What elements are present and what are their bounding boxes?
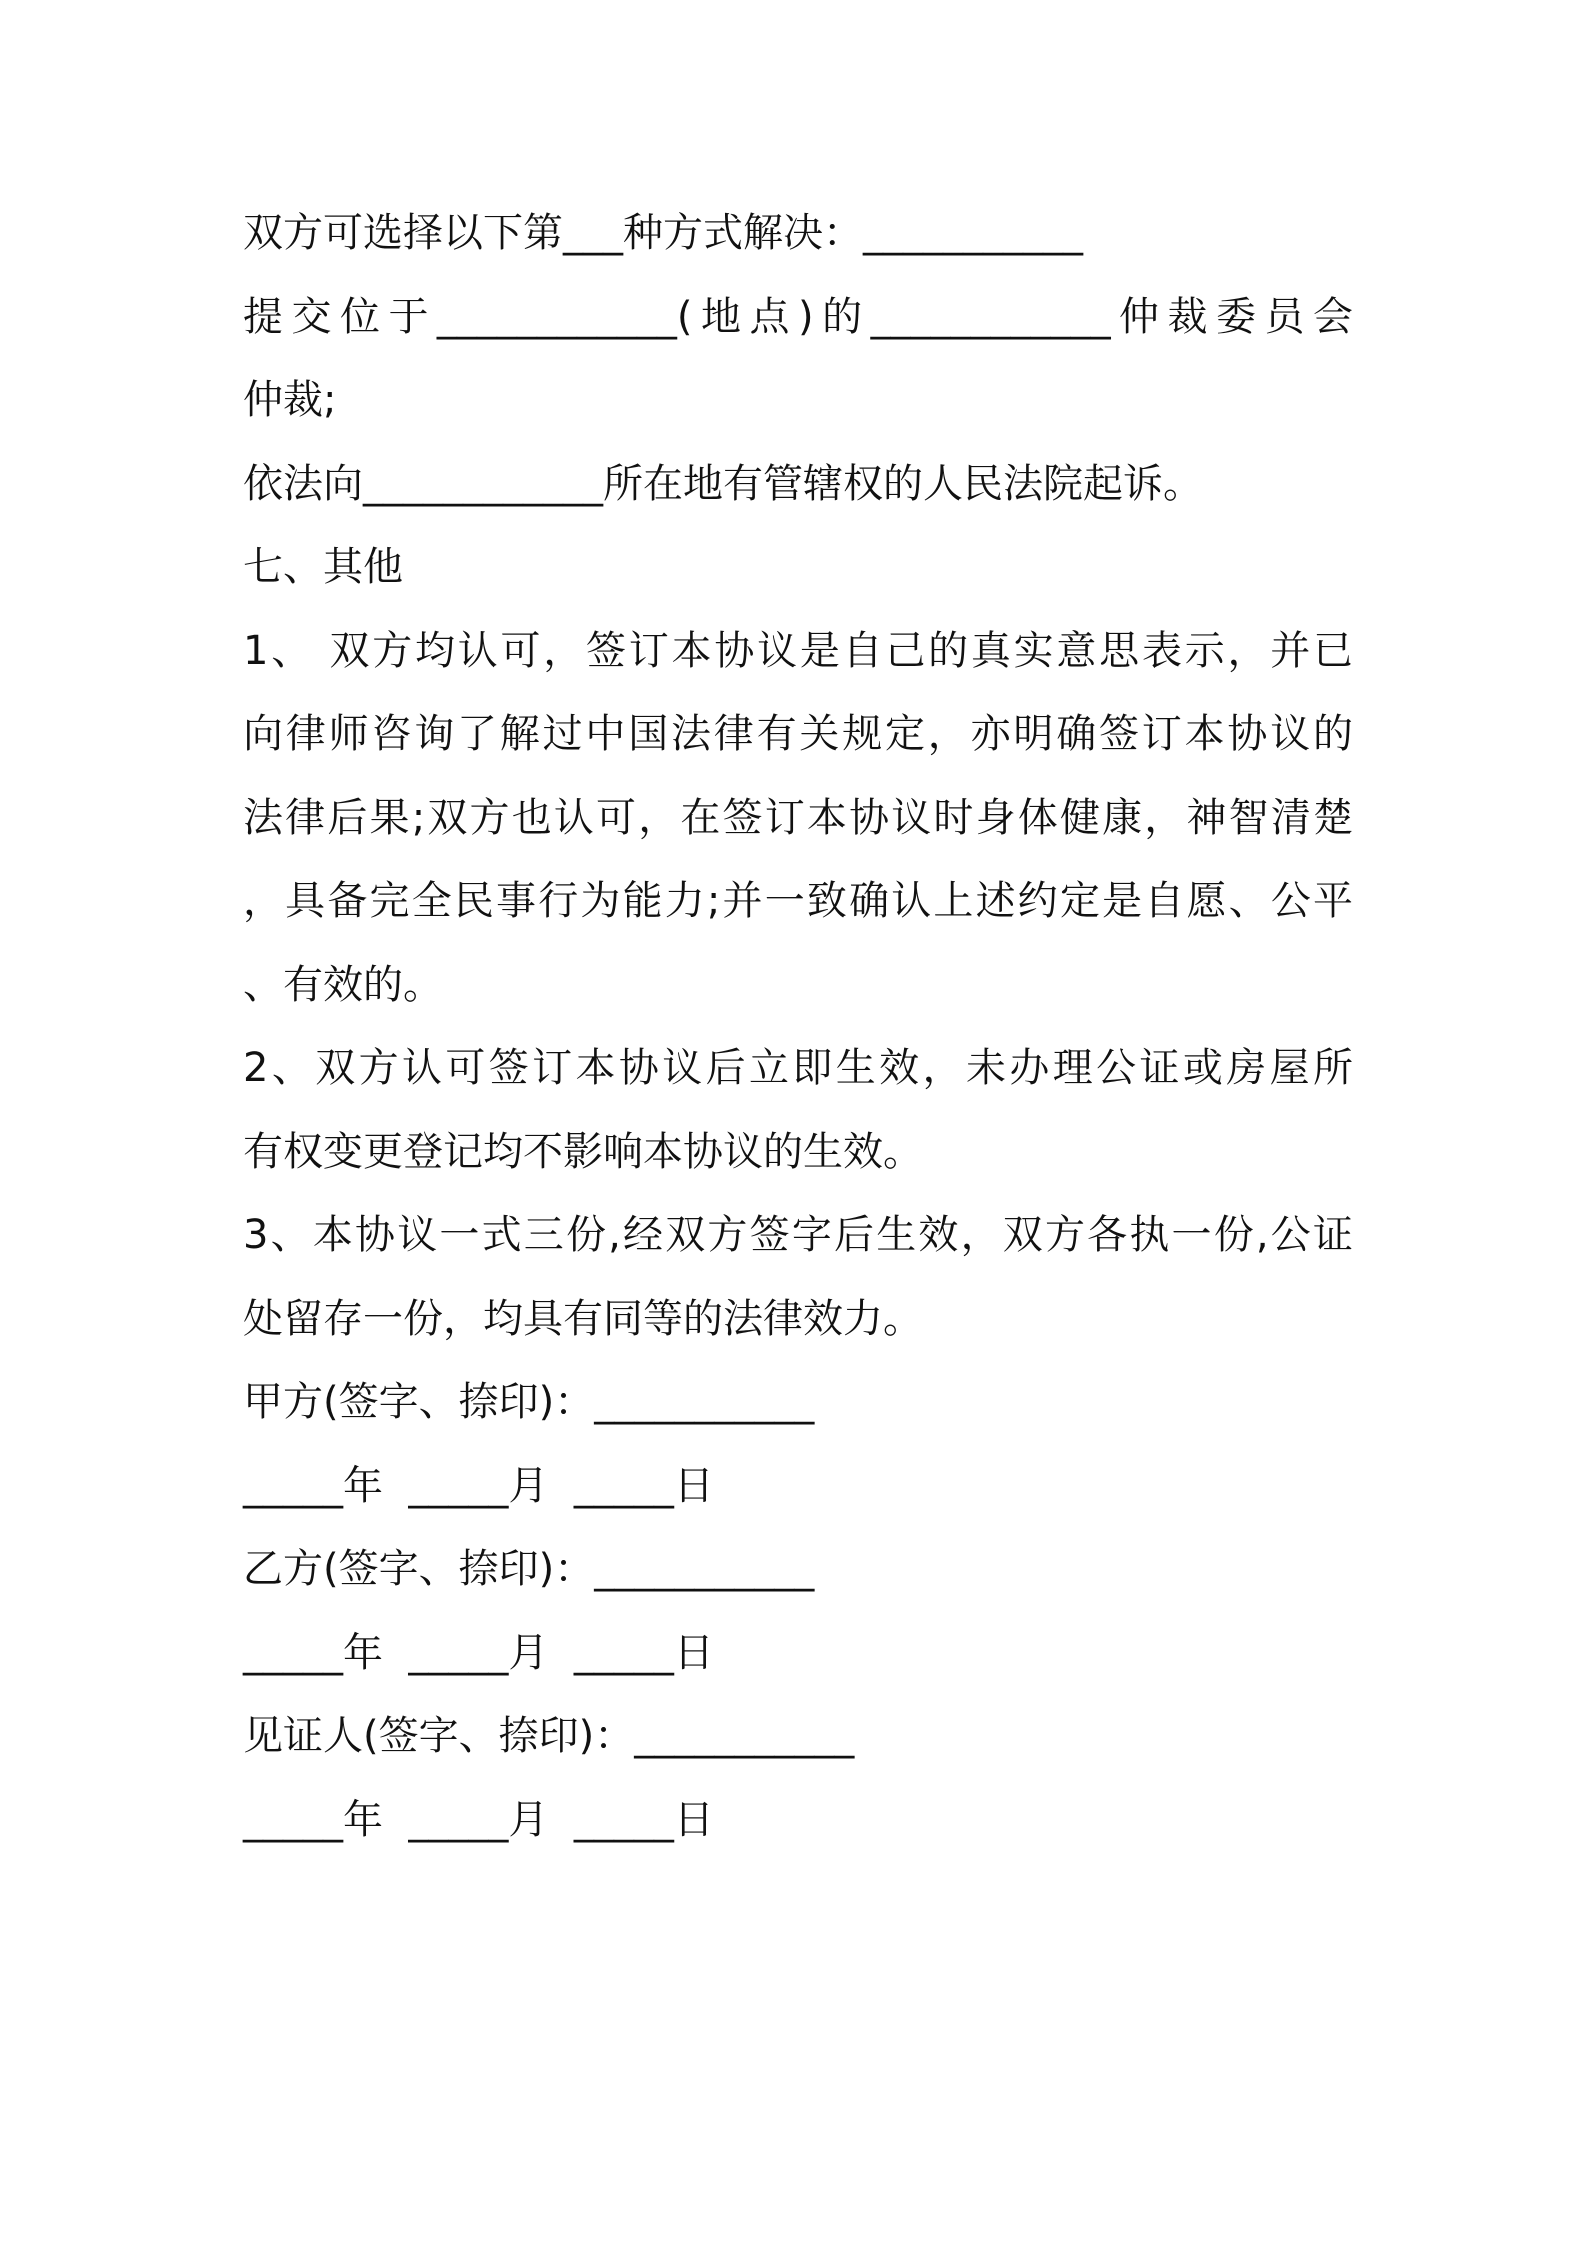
section-title-other: 七、其他	[243, 544, 403, 590]
dispute-choice-line: 双方可选择以下第___种方式解决：___________	[243, 210, 1083, 256]
clause-2-line: 2、双方认可签订本协议后立即生效，未办理公证或房屋所	[243, 1045, 1353, 1091]
clause-3-line: 3、本协议一式三份,经双方签字后生效，双方各执一份,公证	[243, 1212, 1353, 1258]
court-line: 依法向____________所在地有管辖权的人民法院起诉。	[243, 460, 1203, 507]
clause-1-line: 向律师咨询了解过中国法律有关规定，亦明确签订本协议的	[243, 711, 1353, 757]
clause-1-line: ，具备完全民事行为能力;并一致确认上述约定是自愿、公平	[243, 878, 1353, 924]
arbitration-line-continued: 仲裁;	[243, 377, 337, 423]
clause-1-line: 法律后果;双方也认可，在签订本协议时身体健康，神智清楚	[243, 794, 1353, 841]
clause-3-line: 处留存一份，均具有同等的法律效力。	[243, 1295, 923, 1342]
clause-1-line: 1、 双方均认可，签订本协议是自己的真实意思表示，并已	[243, 627, 1353, 674]
party-a-date-field: _____年 _____月 _____日	[243, 1462, 714, 1509]
party-b-signature-field: 乙方(签字、捺印)：___________	[243, 1546, 815, 1592]
party-a-signature-field: 甲方(签字、捺印)：___________	[243, 1379, 815, 1425]
arbitration-line: 提交位于____________(地点)的____________仲裁委员会	[243, 293, 1353, 340]
clause-2-line: 有权变更登记均不影响本协议的生效。	[243, 1128, 923, 1175]
document-body	[243, 192, 1353, 1862]
witness-date-field: _____年 _____月 _____日	[243, 1796, 714, 1843]
witness-signature-field: 见证人(签字、捺印)：___________	[243, 1713, 855, 1759]
clause-1-line: 、有效的。	[243, 961, 443, 1008]
party-b-date-field: _____年 _____月 _____日	[243, 1629, 714, 1676]
